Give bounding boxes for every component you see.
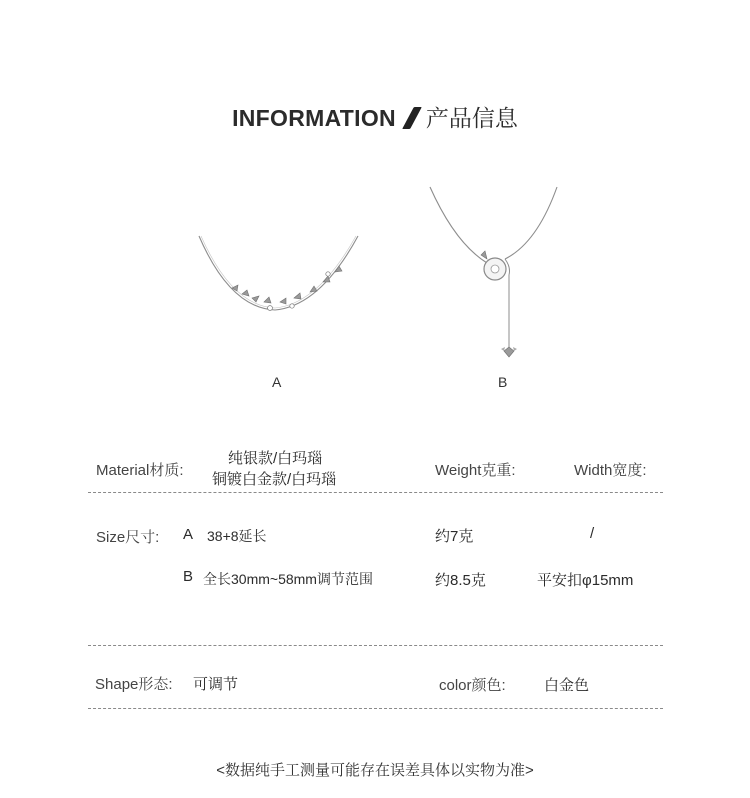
size-label: Size尺寸: — [96, 529, 160, 546]
weight-label: Weight克重: — [435, 462, 516, 479]
divider-2 — [88, 645, 663, 646]
necklace-b-image — [425, 183, 565, 373]
page-title — [0, 100, 750, 133]
width-a-value: / — [590, 525, 595, 542]
necklace-a-image — [190, 228, 370, 328]
weight-b-value: 约8.5克 — [435, 572, 486, 589]
size-b-letter: B — [183, 568, 194, 585]
size-a-letter: A — [183, 526, 194, 543]
width-label: Width宽度: — [574, 462, 647, 479]
material-value-line2: 铜镀白金款/白玛瑙 — [212, 471, 337, 488]
weight-a-value: 约7克 — [435, 528, 474, 545]
size-a-value: 38+8延长 — [207, 528, 267, 544]
width-b-value: 平安扣φ15mm — [537, 572, 634, 589]
title-slash-mark — [402, 107, 422, 129]
product-b-label: B — [498, 374, 508, 390]
shape-label: Shape形态: — [95, 676, 173, 693]
color-label: color颜色: — [439, 677, 506, 694]
shape-value: 可调节 — [193, 676, 239, 693]
measurement-note: <数据纯手工测量可能存在误差具体以实物为准> — [216, 762, 534, 779]
material-value-line1: 纯银款/白玛瑙 — [228, 450, 323, 467]
size-b-value: 全长30mm~58mm调节范围 — [203, 571, 373, 587]
material-label: Material材质: — [96, 462, 184, 479]
title-english: INFORMATION — [232, 105, 396, 131]
divider-1 — [88, 492, 663, 493]
product-a-label: A — [272, 374, 282, 390]
divider-3 — [88, 708, 663, 709]
color-value: 白金色 — [544, 677, 590, 694]
title-chinese: 产品信息 — [425, 106, 518, 132]
